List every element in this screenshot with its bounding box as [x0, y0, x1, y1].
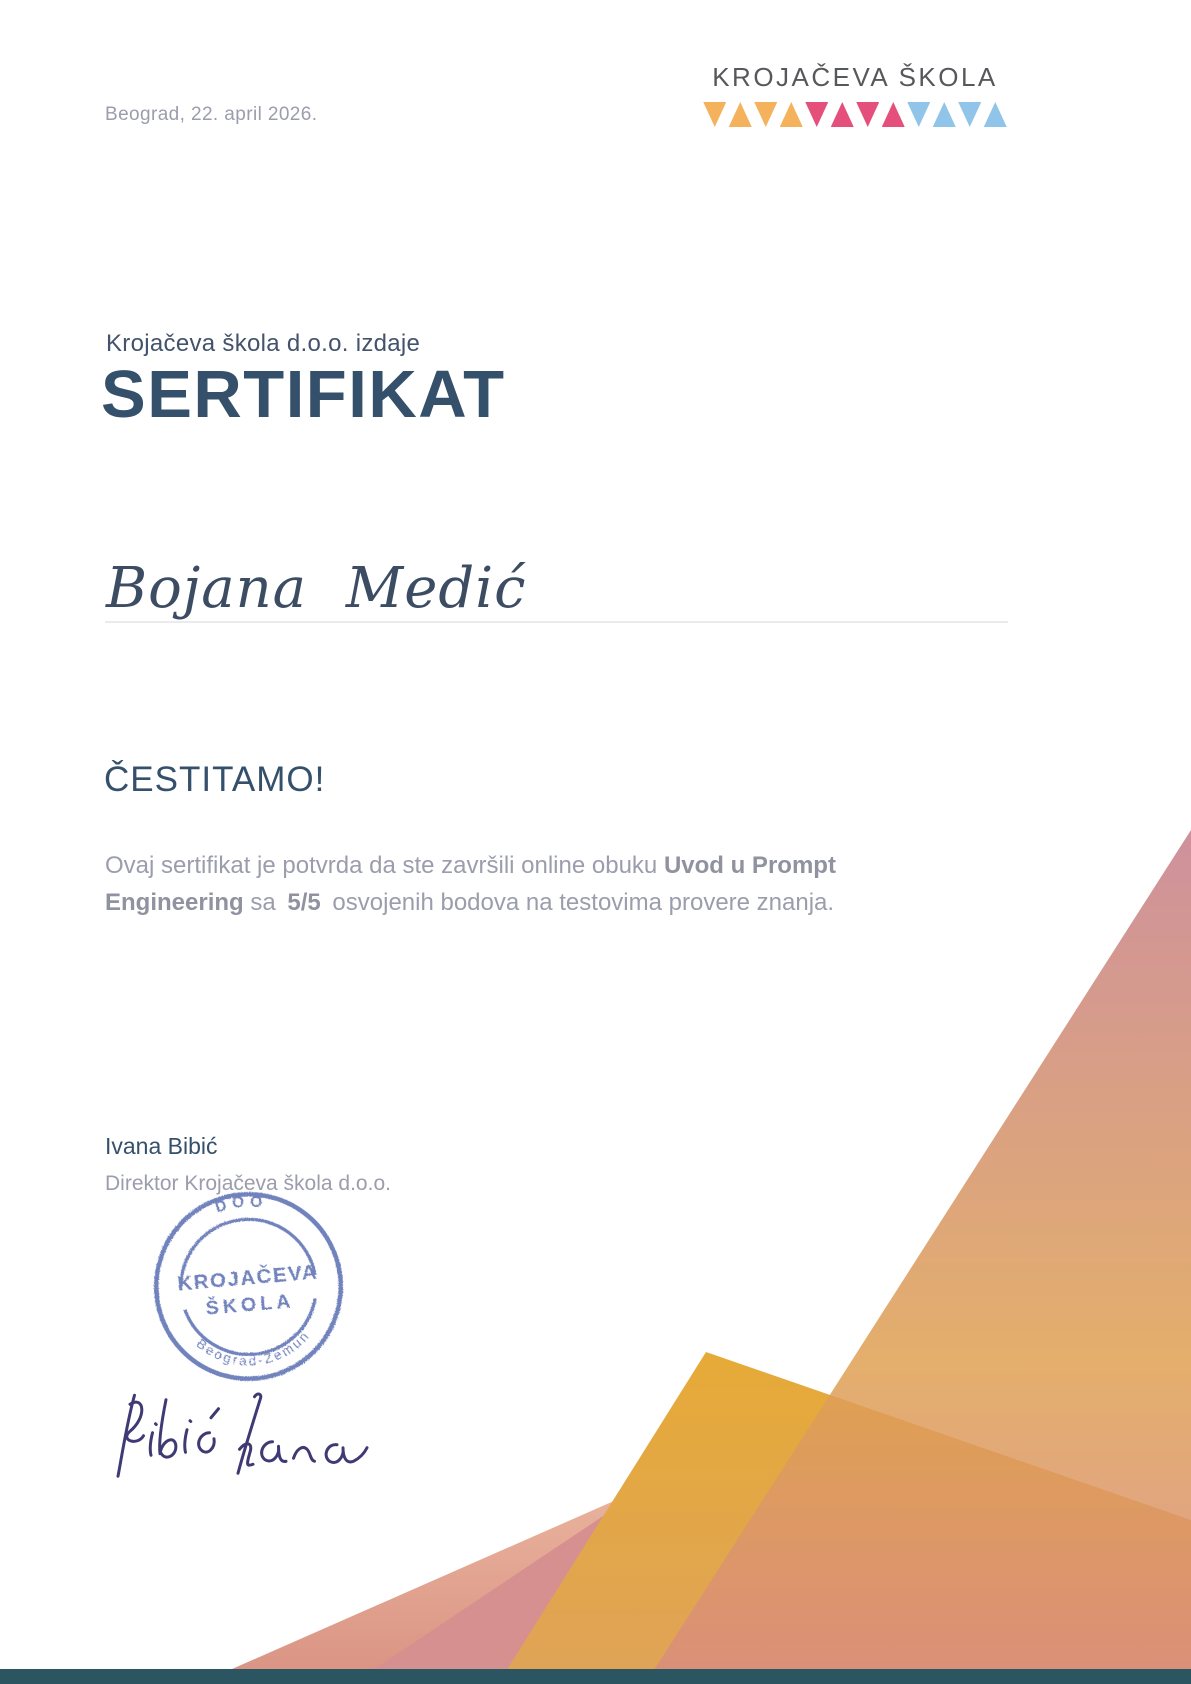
- logo-triangle: [805, 102, 828, 127]
- logo-triangle: [907, 102, 930, 127]
- logo-triangle: [729, 102, 752, 127]
- certificate-title: SERTIFIKAT: [101, 357, 506, 432]
- body-score: 5/5: [287, 889, 321, 916]
- logo-triangle: [984, 102, 1007, 127]
- body-course-name: Uvod u Prompt Engineering: [105, 852, 836, 916]
- handwritten-signature: [100, 1392, 370, 1490]
- company-stamp: [146, 1184, 351, 1389]
- logo-triangle: [703, 102, 726, 127]
- footer-bar: [0, 1669, 1191, 1684]
- signatory-title: Direktor Krojačeva škola d.o.o.: [105, 1172, 391, 1195]
- logo-triangle-strip: [699, 102, 1011, 127]
- logo-triangle: [856, 102, 879, 127]
- signatory-name: Ivana Bibić: [105, 1133, 218, 1159]
- body-text-part3: osvojenih bodova na testovima provere znanja.: [325, 889, 835, 916]
- logo-triangle: [882, 102, 905, 127]
- logo-triangle: [933, 102, 956, 127]
- stamp-center-line1: KROJAČEVA: [176, 1260, 320, 1296]
- body-text-part2: sa: [243, 889, 283, 916]
- logo-triangle: [780, 102, 803, 127]
- recipient-name: Bojana Medić: [106, 556, 527, 621]
- recipient-underline: [105, 621, 1008, 623]
- school-logo: [699, 62, 1011, 127]
- greeting-heading: ČESTITAMO!: [104, 760, 326, 799]
- logo-triangle: [958, 102, 981, 127]
- logo-triangle: [831, 102, 854, 127]
- stamp-center-line2: ŠKOLA: [205, 1290, 296, 1320]
- certificate-body-text: [105, 847, 977, 921]
- body-text-part1: Ovaj sertifikat je potvrda da ste završili online obuku: [105, 852, 664, 879]
- date-line: Beograd, 22. april 2026.: [105, 104, 318, 125]
- school-logo-text: KROJAČEVA ŠKOLA: [712, 62, 998, 92]
- issuer-line: Krojačeva škola d.o.o. izdaje: [106, 330, 421, 357]
- stamp-top-text: DOO: [213, 1193, 269, 1217]
- logo-triangle: [754, 102, 777, 127]
- stamp-bottom-text: Beograd-Zemun: [193, 1327, 314, 1369]
- svg-text:DOO: [213, 1191, 270, 1216]
